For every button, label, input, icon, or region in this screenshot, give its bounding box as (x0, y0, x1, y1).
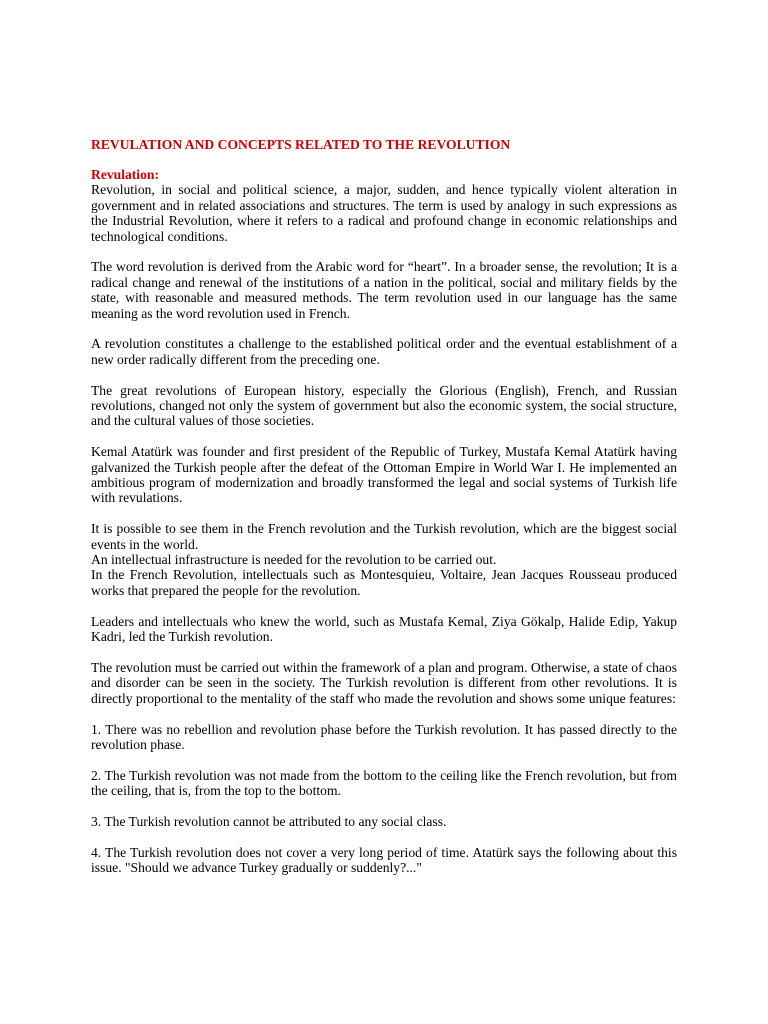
paragraph-plan-program: The revolution must be carried out within the framework of a plan and program. Otherwise, a state of chaos and disorder can be seen in the society. The Turkish revolution is different from other revolutions. It is directly proportional to the mentality of the staff who made the revolution and shows some unique features: (91, 659, 677, 706)
paragraph-french-turkish: It is possible to see them in the French revolution and the Turkish revolution, which are the biggest social events in the world. (91, 521, 677, 552)
section-heading: Revulation: (91, 167, 159, 182)
paragraph-challenge: A revolution constitutes a challenge to the established political order and the eventual establishment of a new order radically different from the preceding one. (91, 336, 677, 367)
list-item-feature-3: 3. The Turkish revolution cannot be attributed to any social class. (91, 813, 447, 829)
list-item-feature-4: 4. The Turkish revolution does not cover a very long period of time. Atatürk says the following about this issue. "Should we advance Turkey gradually or suddenly?..." (91, 844, 677, 876)
paragraph-turkish-leaders: Leaders and intellectuals who knew the world, such as Mustafa Kemal, Ziya Gökalp, Halide Edip, Yakup Kadri, led the Turkish revolution. (91, 613, 677, 645)
paragraph-definition: Revolution, in social and political science, a major, sudden, and hence typically violent alteration in government and in related associations and structures. The term is used by analogy in such expressions as the Industrial Revolution, where it refers to a radical and profound change in economic relationships and technological conditions. (91, 182, 677, 244)
document-body (91, 136, 677, 891)
paragraph-intellectual-infrastructure: An intellectual infrastructure is needed for the revolution to be carried out. (91, 552, 497, 568)
list-item-feature-2: 2. The Turkish revolution was not made from the bottom to the ceiling like the French revolution, but from the ceiling, that is, from the top to the bottom. (91, 767, 677, 799)
paragraph-french-intellectuals: In the French Revolution, intellectuals such as Montesquieu, Voltaire, Jean Jacques Rousseau produced works that prepared the people for the revolution. (91, 567, 677, 598)
list-item-feature-1: 1. There was no rebellion and revolution phase before the Turkish revolution. It has passed directly to the revolution phase. (91, 721, 677, 752)
paragraph-etymology: The word revolution is derived from the Arabic word for “heart”. In a broader sense, the revolution; It is a radical change and renewal of the institutions of a nation in the political, social and military fields by the state, with reasonable and measured methods. The term revolution used in our language has the same meaning as the word revolution used in French. (91, 259, 677, 321)
document-title: REVULATION AND CONCEPTS RELATED TO THE REVOLUTION (91, 137, 511, 152)
paragraph-european-revolutions: The great revolutions of European history, especially the Glorious (English), French, and Russian revolutions, changed not only the system of government but also the economic system, the social structure, and the cultural values of those societies. (91, 382, 677, 429)
paragraph-ataturk: Kemal Atatürk was founder and first president of the Republic of Turkey, Mustafa Kemal Atatürk having galvanized the Turkish people after the defeat of the Ottoman Empire in World War I. He implemented an ambitious program of modernization and broadly transformed the legal and social systems of Turkish life with revulations. (91, 444, 677, 506)
